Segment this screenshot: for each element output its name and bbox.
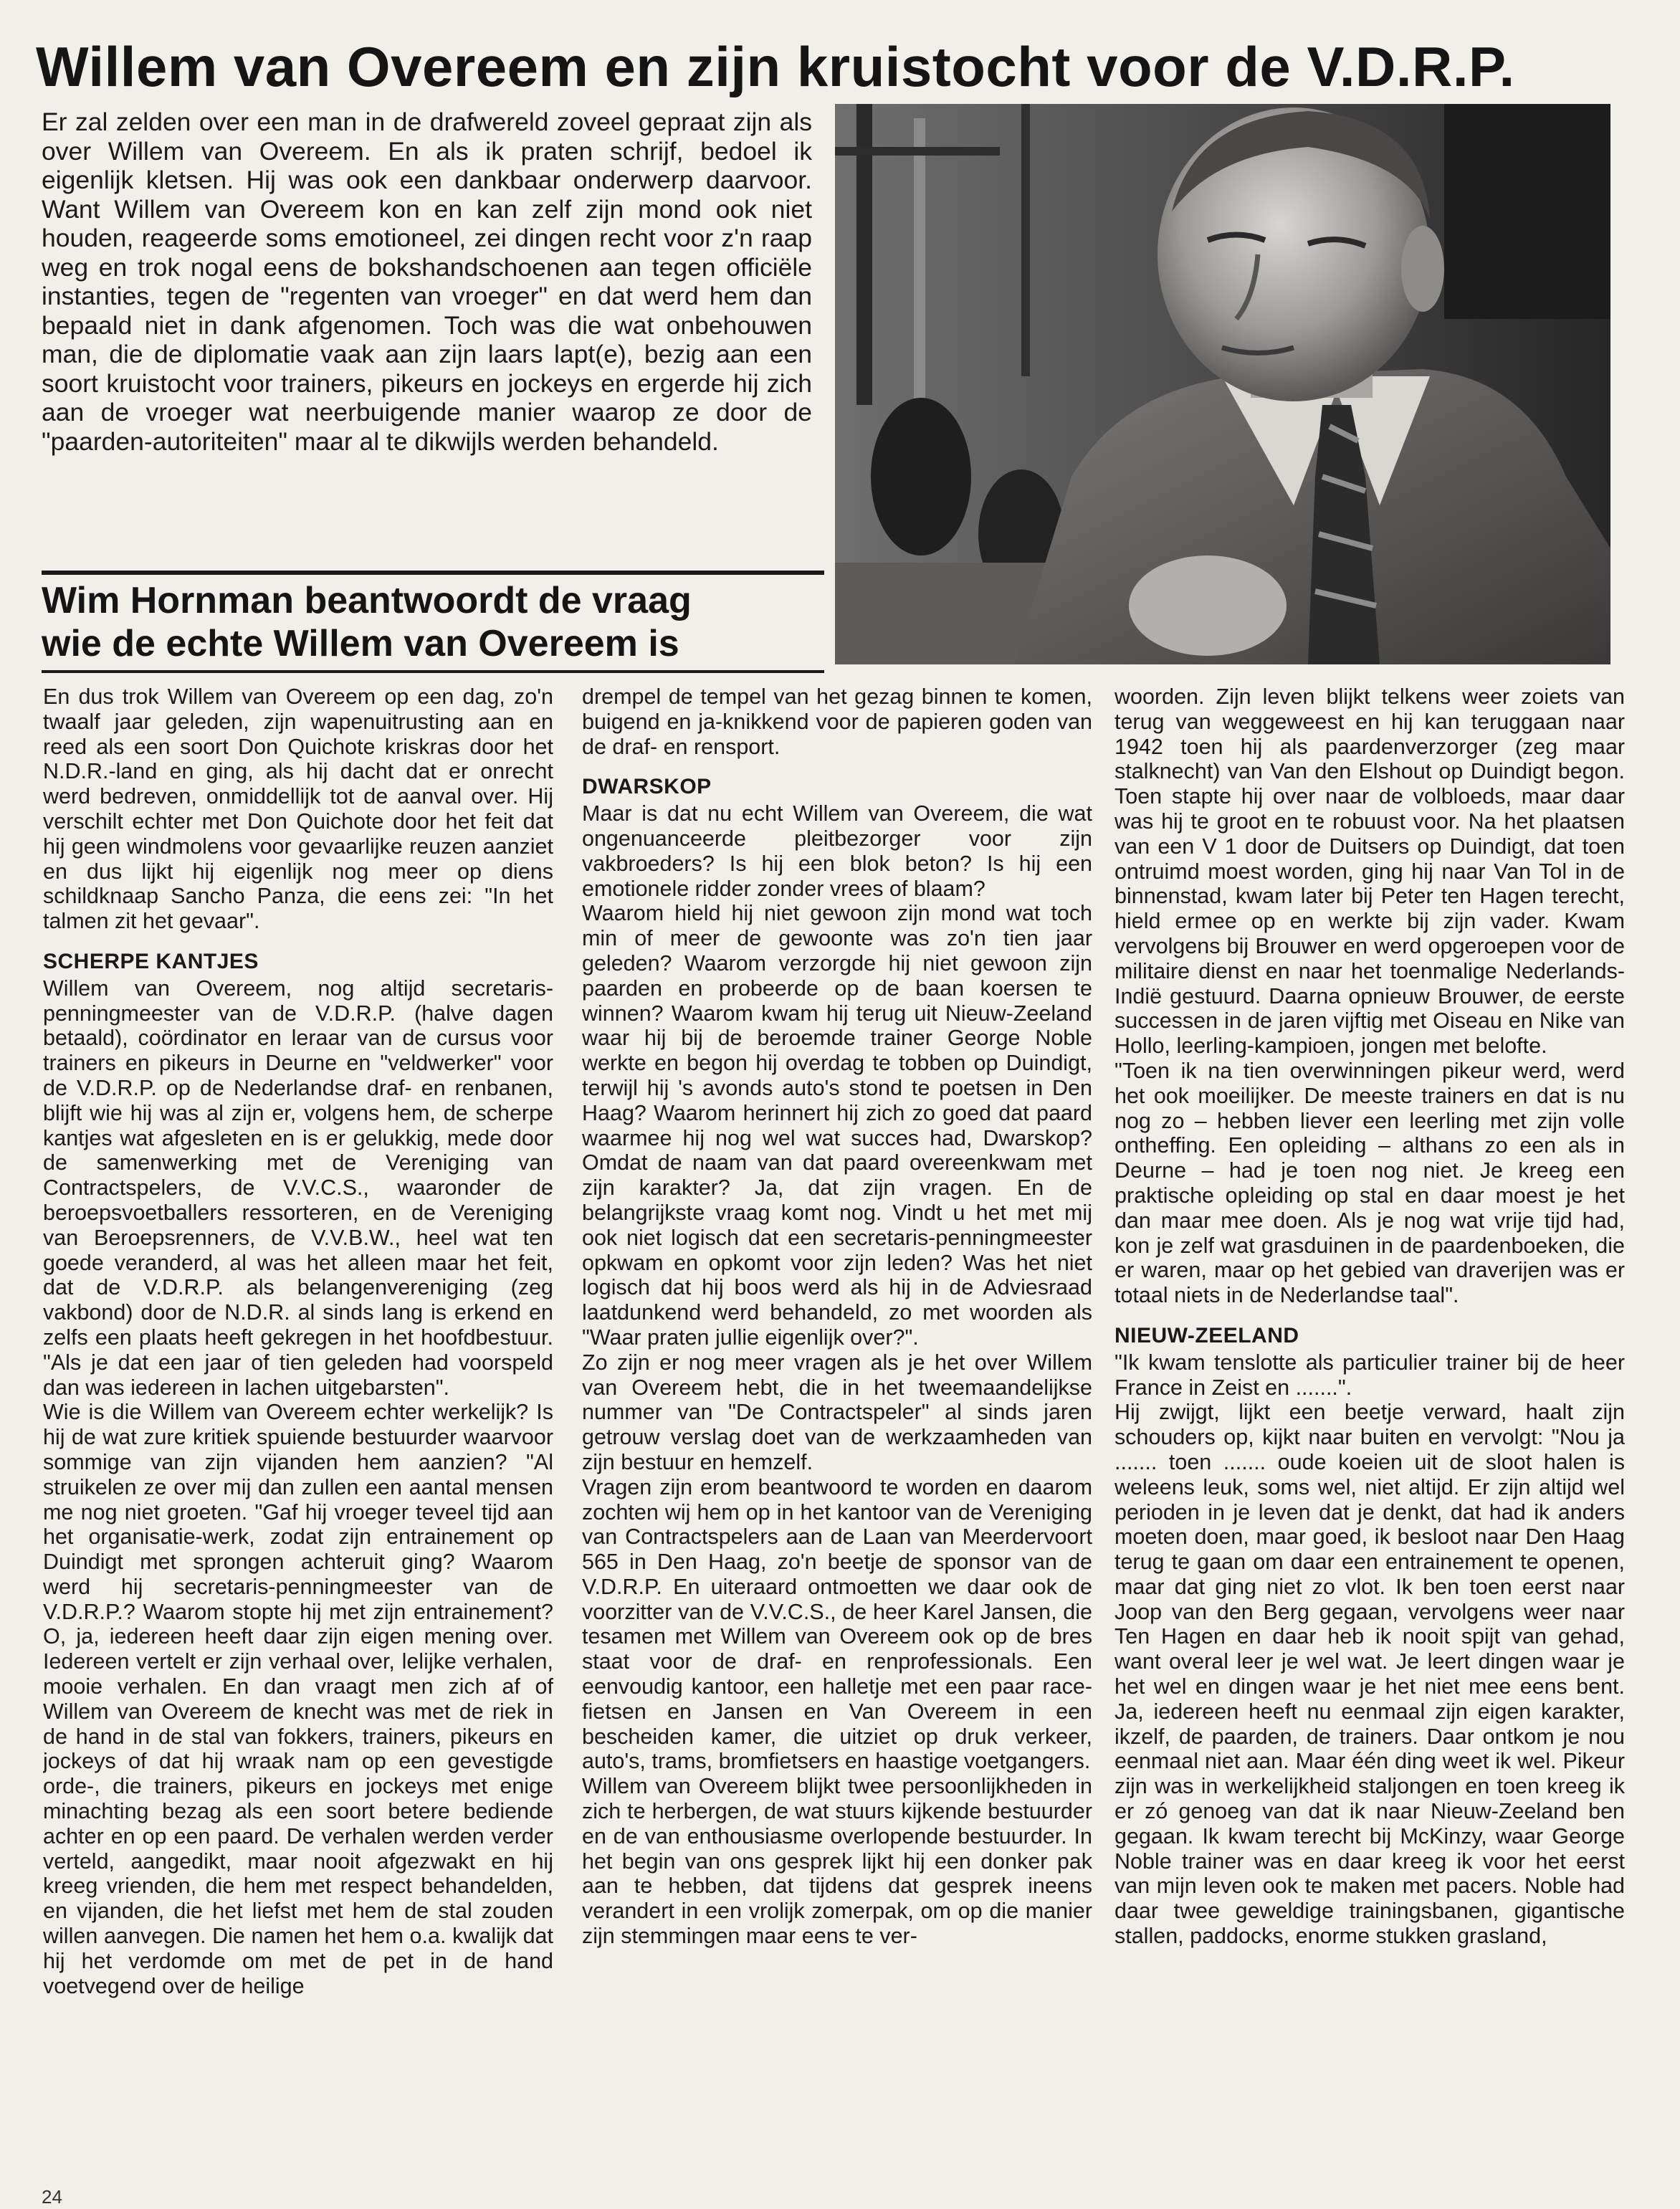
portrait-photo-graphic	[835, 104, 1610, 664]
article-column-3	[1115, 684, 1625, 2179]
paragraph: Hij zwijgt, lijkt een beetje verward, haalt zijn schouders op, kijkt naar buiten en vervolgt: "Nou ja ....... toen ....... oude koeien uit de sloot halen is weleens leuk, soms wel, niet altijd. Er zijn altijd wel perioden in je leven dat je denkt, dat had ik anders moeten doen, maar goed, ik besloot naar Den Haag terug te gaan om daar een entrainement te openen, maar dat ging niet zo vlot. Ik ben toen eerst naar Joop van den Berg gegaan, vervolgens weer naar Ten Hagen en daar heb ik nooit spijt van gehad, want overal leer je wel wat. Je leert dingen waar je het wel en dingen waar je het niet mee eens bent. Ja, iedereen heeft nu eenmaal zijn eigen karakter, ikzelf, de paarden, de trainers. Daar ontkom je nou eenmaal niet aan. Maar één ding weet ik wel. Pikeur zijn was in werkelijkheid staljongen en toen kreeg ik er zó genoeg van dat ik naar Nieuw-Zeeland ben gegaan. Ik kwam terecht bij McKinzy, waar George Noble trainer was en daar kreeg ik voor het eerst van mijn leven ook te maken met pacers. Noble had daar twee geweldige trainingsbanen, gigantische stallen, paddocks, enorme stukken grasland,	[1115, 1400, 1625, 1949]
portrait-photo	[835, 104, 1610, 664]
paragraph: Willem van Overeem blijkt twee persoonlijkheden in zich te herbergen, de wat stuurs kijkende bestuurder en de van enthousiasme overlopende bestuurder. In het begin van ons gesprek lijkt hij een donker pak aan te hebben, dat tijdens dat gesprek ineens verandert in een vrolijk zomerpak, om op die manier zijn stemmingen maar eens te ver-	[582, 1774, 1092, 1949]
section-heading: NIEUW-ZEELAND	[1115, 1323, 1299, 1347]
paragraph: Maar is dat nu echt Willem van Overeem, die wat ongenuanceerde pleitbezorger voor zijn vakbroeders? Is hij een blok beton? Is hij een emotionele ridder zonder vrees of blaam?	[582, 801, 1092, 901]
section-heading: SCHERPE KANTJES	[43, 949, 259, 973]
paragraph: "Ik kwam tenslotte als particulier trainer bij de heer France in Zeist en .......".	[1115, 1350, 1625, 1400]
subheadline-line-2: wie de echte Willem van Overeem is	[42, 623, 679, 664]
article-column-2	[582, 684, 1092, 2179]
intro-paragraph	[42, 108, 812, 566]
paragraph: Zo zijn er nog meer vragen als je het over Willem van Overeem hebt, die in het tweemaandelijkse nummer van "De Contractspeler" al sinds jaren getrouw verslag doet van de werkzaamheden van zijn bestuur en hemzelf.	[582, 1350, 1092, 1474]
subheadline-line-1: Wim Hornman beantwoordt de vraag	[42, 580, 692, 621]
article-column-1	[43, 684, 553, 2179]
paragraph: Vragen zijn erom beantwoord te worden en daarom zochten wij hem op in het kantoor van de Vereniging van Contractspelers aan de Laan van Meerdervoort 565 in Den Haag, zo'n beetje de sponsor van de V.D.R.P. En uiteraard ontmoetten we daar ook de voorzitter van de V.V.C.S., de heer Karel Jansen, die tesamen met Willem van Overeem ook op de bres staat voor de draf- en renprofessionals. Een eenvoudig kantoor, een halletje met een paar race-fietsen en Jansen en Van Overeem in een bescheiden kamer, die uitziet op druk verkeer, auto's, trams, bromfietsers en haastige voetgangers.	[582, 1474, 1092, 1774]
divider-rule-top	[42, 571, 824, 575]
paragraph: drempel de tempel van het gezag binnen te komen, buigend en ja-knikkend voor de papieren goden van de draf- en rensport.	[582, 684, 1092, 759]
subheadline	[42, 579, 823, 669]
paragraph: woorden. Zijn leven blijkt telkens weer zoiets van terug van weggeweest en hij kan teruggaan naar 1942 toen hij als paardenverzorger (zeg maar stalknecht) van Van den Elshout op Duindigt begon. Toen stapte hij over naar de volbloeds, maar daar was hij te groot en te robuust voor. Na het plaatsen van een V 1 door de Duitsers op Duindigt, dat toen ontruimd moest worden, ging hij naar Van Tol in de binnenstad, kwam later bij Peter ten Hagen terecht, hield ermee op en werkte bij zijn vader. Kwam vervolgens bij Brouwer en werd opgeroepen voor de militaire dienst en naar het toenmalige Nederlands-Indië gestuurd. Daarna opnieuw Brouwer, de eerste successen in de jaren vijftig met Oiseau en Nike van Hollo, leerling-kampioen, jongen met belofte.	[1115, 684, 1625, 1059]
section-heading: DWARSKOP	[582, 775, 712, 799]
headline: Willem van Overeem en zijn kruistocht voor de V.D.R.P.	[36, 35, 1515, 98]
paragraph: Waarom hield hij niet gewoon zijn mond wat toch min of meer de gewoonte was zo'n tien jaar geleden? Waarom verzorgde hij niet gewoon zijn paarden en probeerde op de baan koersen te winnen? Waarom kwam hij terug uit Nieuw-Zeeland waar hij bij de beroemde trainer George Noble werkte en begon hij overdag te tobben op Duindigt, terwijl hij 's avonds auto's stond te poetsen in Den Haag? Waarom herinnert hij zich zo goed dat paard waarmee hij nog wel wat succes had, Dwarskop? Omdat de naam van dat paard overeenkwam met zijn karakter? Ja, dat zijn vragen. En de belangrijkste vraag komt nog. Vindt u het met mij ook niet logisch dat een secretaris-penningmeester opkwam en opkomt voor zijn leden? Was het niet logisch dat hij boos werd als hij in de Adviesraad laatdunkend werd behandeld, zo met woorden als "Waar praten jullie eigenlijk over?".	[582, 901, 1092, 1350]
intro-text: Er zal zelden over een man in de drafwereld zoveel gepraat zijn als over Willem van Overeem. En als ik praten schrijf, bedoel ik eigenlijk kletsen. Hij was ook een dankbaar onderwerp daarvoor. Want Willem van Overeem kon en kan zelf zijn mond ook niet houden, reageerde soms emotioneel, zei dingen recht voor z'n raap weg en trok nogal eens de bokshandschoenen aan tegen officiële instanties, tegen de "regenten van vroeger" en dat werd hem dan bepaald niet in dank afgenomen. Toch was die wat onbehouwen man, die de diplomatie vaak aan zijn laars lapt(e), bezig aan een soort kruistocht voor trainers, pikeurs en jockeys en ergerde hij zich aan de vroeger wat neerbuigende manier waarop ze door de "paarden-autoriteiten" maar al te dikwijls werden behandeld.	[42, 108, 812, 456]
divider-rule-bottom	[42, 670, 824, 673]
paragraph: Wie is die Willem van Overeem echter werkelijk? Is hij de wat zure kritiek spuiende bestuurder waarvoor sommige van zijn vijanden hem aanzien? "Al struikelen ze over mij dan zullen een aantal mensen me nog niet groeten. "Gaf hij vroeger teveel tijd aan het organisatie-werk, zodat zijn entrainement op Duindigt met sprongen achteruit ging? Waarom werd hij secretaris-penningmeester van de V.D.R.P.? Waarom stopte hij met zijn entrainement? O, ja, iedereen heeft daar zijn eigen mening over. Iedereen vertelt er zijn verhaal over, lelijke verhalen, mooie verhalen. En dan vraagt men zich af of Willem van Overeem de knecht was met de riek in de hand in de stal van fokkers, trainers, pikeurs en jockeys of dat hij wraak nam op een gevestigde orde-, die trainers, pikeurs en jockeys met enige minachting bezag als een soort betere bediende achter en op een paard. De verhalen werden verder verteld, aangedikt, maar nooit afgezwakt en hij kreeg vrienden, die hem met respect behandelden, en vijanden, die het liefst met hem de stal zouden willen aanvegen. Die namen het hem o.a. kwalijk dat hij het verdomde om met de pet in de hand voetvegend over de heilige	[43, 1400, 553, 1998]
paragraph: "Toen ik na tien overwinningen pikeur werd, werd het ook moeilijker. De meeste trainers en dat is nu nog zo – hebben liever een leerling met zijn volle ontheffing. Een opleiding – althans zo een als in Deurne – had je toen nog niet. Je kreeg een praktische opleiding op stal en daar moest je het dan maar mee doen. Als je nog wat vrije tijd had, kon je zelf wat grasduinen in de paardenboeken, die er waren, maar op het gebied van draverijen was er totaal niets in de Nederlandse taal".	[1115, 1058, 1625, 1308]
paragraph: Willem van Overeem, nog altijd secretaris-penningmeester van de V.D.R.P. (halve dagen betaald), coördinator en leraar van de cursus voor trainers en pikeurs in Deurne en "veldwerker" voor de V.D.R.P. op de Nederlandse draf- en renbanen, blijft wie hij was al zijn er, volgens hem, de scherpe kantjes wat afgesleten en is er gelukkig, mede door de samenwerking met de Vereniging van Contractspelers, de V.V.C.S., waaronder de beroepsvoetballers ressorteren, en de Vereniging van Beroepsrenners, de V.V.B.W., heel wat ten goede veranderd, al was het alleen maar het feit, dat de V.D.R.P. als belangenvereniging (zeg vakbond) door de N.D.R. al sinds lang is erkend en zelfs een plaats heeft gekregen in het hoofdbestuur. "Als je dat een jaar of tien geleden had voorspeld dan was iedereen in lachen uitgebarsten".	[43, 975, 553, 1400]
paragraph: En dus trok Willem van Overeem op een dag, zo'n twaalf jaar geleden, zijn wapenuitrusting aan en reed als een soort Don Quichote kriskras door het N.D.R.-land en ging, als hij dacht dat er onrecht werd bedreven, onmiddellijk tot de aanval over. Hij verschilt echter met Don Quichote door het feit dat hij geen windmolens voor gevaarlijke reuzen aanziet en dus lijkt hij eigenlijk nog meer op diens schildknaap Sancho Panza, die eens zei: "In het talmen zit het gevaar".	[43, 684, 553, 934]
page-number: 24	[42, 2186, 62, 2208]
